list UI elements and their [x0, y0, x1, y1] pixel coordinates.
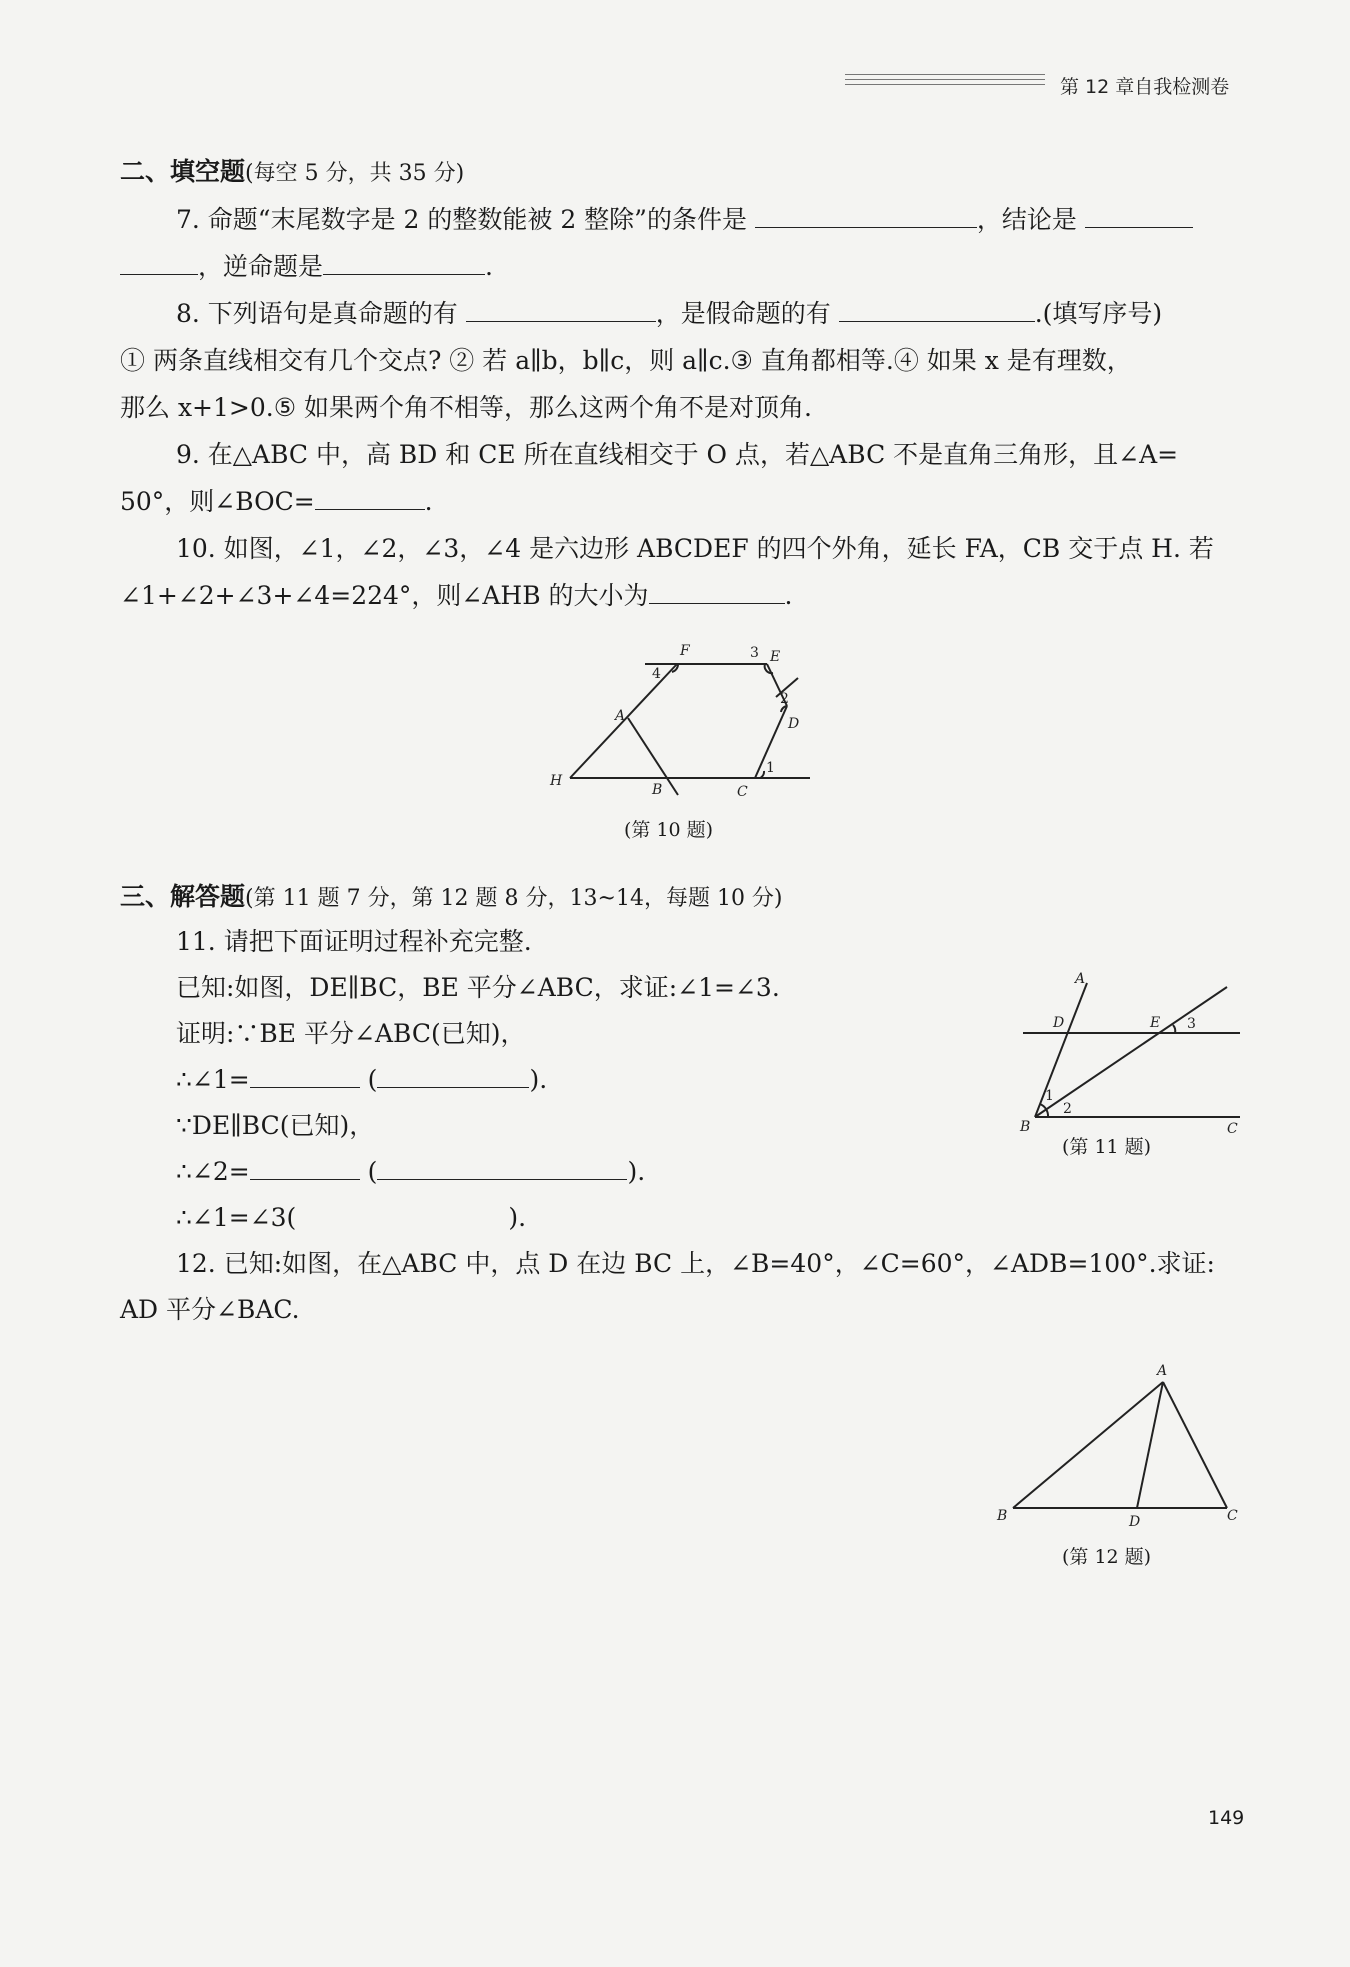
label-3: 3: [750, 645, 759, 661]
q9-answer-blank[interactable]: [315, 487, 425, 510]
section-2-heading: [120, 155, 464, 191]
question-9-line-2: [120, 485, 433, 519]
q11-step3-text: ∴∠1=∠3(: [176, 1203, 297, 1232]
q11-line-1: 11. 请把下面证明过程补充完整.: [176, 927, 532, 956]
label-A: A: [1157, 1363, 1168, 1379]
q10-text-b: ∠1+∠2+∠3+∠4=224°，则∠AHB 的大小为: [120, 581, 649, 610]
q7-text-b: ，结论是: [976, 205, 1077, 234]
q10-text-c: .: [784, 581, 793, 610]
q10-line-1: 10. 如图，∠1，∠2，∠3，∠4 是六边形 ABCDEF 的四个外角，延长 FA，CB 交于点 H. 若: [176, 534, 1214, 563]
angle-2-arc: [1046, 1109, 1048, 1117]
line-be: [1035, 987, 1227, 1117]
q11-step1-text: ∴∠1=: [176, 1065, 250, 1094]
q8-true-blank[interactable]: [466, 299, 656, 322]
line-ba: [1035, 983, 1087, 1117]
q8-text-c: .(填写序号): [1034, 299, 1163, 328]
figure-10-caption: (第 10 题): [624, 819, 714, 841]
label-2: 2: [1063, 1101, 1072, 1117]
q7-conclusion-blank-b[interactable]: [120, 252, 198, 275]
section-2-title: 二、填空题: [120, 157, 246, 186]
q7-text-a: 7. 命题“末尾数字是 2 的整数能被 2 整除”的条件是: [176, 205, 747, 234]
line-ac: [1163, 1382, 1227, 1508]
q11-step2-open: (: [367, 1157, 378, 1186]
q12-line-1: 12. 已知:如图，在△ABC 中，点 D 在边 BC 上，∠B=40°，∠C=60°，∠ADB=100°.求证:: [176, 1249, 1215, 1278]
figure-11-caption: (第 11 题): [1062, 1136, 1152, 1158]
q11-line-5: ∵DE∥BC(已知)，: [176, 1111, 375, 1140]
figure-11-parallel-lines: [1015, 965, 1275, 1145]
label-A: A: [1075, 971, 1086, 987]
q11-line-3: 证明:∵BE 平分∠ABC(已知)，: [176, 1019, 526, 1048]
q11-step3-close: ).: [508, 1203, 527, 1232]
q12-line-2: AD 平分∠BAC.: [120, 1295, 300, 1324]
label-4: 4: [652, 666, 661, 682]
q11-line-6: [176, 1155, 645, 1189]
section-3-heading: [120, 880, 783, 916]
label-D: D: [1053, 1015, 1065, 1031]
label-H: H: [550, 773, 563, 789]
q11-line-4: [176, 1063, 547, 1097]
label-B: B: [1020, 1119, 1031, 1135]
label-E: E: [770, 649, 781, 665]
label-D: D: [788, 716, 800, 732]
q11-step1-reason-blank[interactable]: [377, 1065, 529, 1088]
question-8-line-1: [176, 297, 1162, 331]
label-D: D: [1129, 1514, 1141, 1530]
figure-12-caption: (第 12 题): [1062, 1546, 1152, 1568]
q11-step1-open: (: [367, 1065, 378, 1094]
label-2: 2: [780, 691, 789, 707]
chapter-title: 第 12 章自我检测卷: [1060, 76, 1230, 98]
question-7-line-1: [176, 203, 1193, 237]
label-C: C: [1227, 1121, 1238, 1137]
q11-step2-close: ).: [627, 1157, 646, 1186]
q9-text-c: .: [424, 487, 433, 516]
q7-conclusion-blank-a[interactable]: [1085, 205, 1193, 228]
section-3-note: (第 11 题 7 分，第 12 题 8 分，13~14，每题 10 分): [245, 886, 783, 911]
figure-12-triangle: [995, 1360, 1255, 1540]
q7-text-d: .: [485, 252, 493, 281]
label-1: 1: [766, 760, 775, 776]
q9-line-1: 9. 在△ABC 中，高 BD 和 CE 所在直线相交于 O 点，若△ABC 不是直角三角形，且∠A=: [176, 440, 1179, 469]
q11-step1-blank[interactable]: [250, 1065, 360, 1088]
header-rule: [845, 74, 1045, 94]
q11-line-2: 已知:如图，DE∥BC，BE 平分∠ABC，求证:∠1=∠3.: [176, 973, 780, 1002]
label-E: E: [1150, 1015, 1161, 1031]
label-C: C: [737, 784, 748, 800]
q10-answer-blank[interactable]: [649, 581, 785, 604]
label-A: A: [615, 708, 626, 724]
label-3: 3: [1187, 1016, 1196, 1032]
q8-false-blank[interactable]: [839, 299, 1035, 322]
section-2-note: (每空 5 分，共 35 分): [245, 161, 465, 186]
q11-step2-text: ∴∠2=: [176, 1157, 250, 1186]
q9-text-b: 50°，则∠BOC=: [120, 487, 315, 516]
q11-step2-blank[interactable]: [250, 1157, 360, 1180]
label-B: B: [652, 782, 663, 798]
q7-text-c: ，逆命题是: [198, 252, 324, 281]
question-10-line-2: [120, 579, 793, 613]
label-F: F: [680, 643, 690, 659]
figure-10-hexagon: [540, 635, 820, 810]
q7-condition-blank[interactable]: [755, 205, 977, 228]
label-1: 1: [1045, 1088, 1054, 1104]
q8-line-2: ① 两条直线相交有几个交点? ② 若 a∥b，b∥c，则 a∥c.③ 直角都相等.④ 如果 x 是有理数，: [120, 346, 1132, 375]
q11-step1-close: ).: [529, 1065, 548, 1094]
q8-line-3: 那么 x+1>0.⑤ 如果两个角不相等，那么这两个角不是对顶角.: [120, 393, 813, 422]
angle-1-arc: [1040, 1104, 1046, 1109]
question-7-line-2: [120, 250, 493, 284]
page-number: 149: [1208, 1807, 1245, 1829]
angle-1-arc: [760, 771, 764, 778]
q7-converse-blank[interactable]: [323, 252, 485, 275]
q8-text-b: ，是假命题的有: [655, 299, 831, 328]
section-3-title: 三、解答题: [120, 882, 246, 911]
angle-3-arc: [1173, 1025, 1175, 1033]
q11-step2-reason-blank[interactable]: [377, 1157, 627, 1180]
q11-line-7: [176, 1201, 526, 1235]
label-B: B: [997, 1508, 1008, 1524]
q8-text-a: 8. 下列语句是真命题的有: [176, 299, 458, 328]
label-C: C: [1227, 1508, 1238, 1524]
